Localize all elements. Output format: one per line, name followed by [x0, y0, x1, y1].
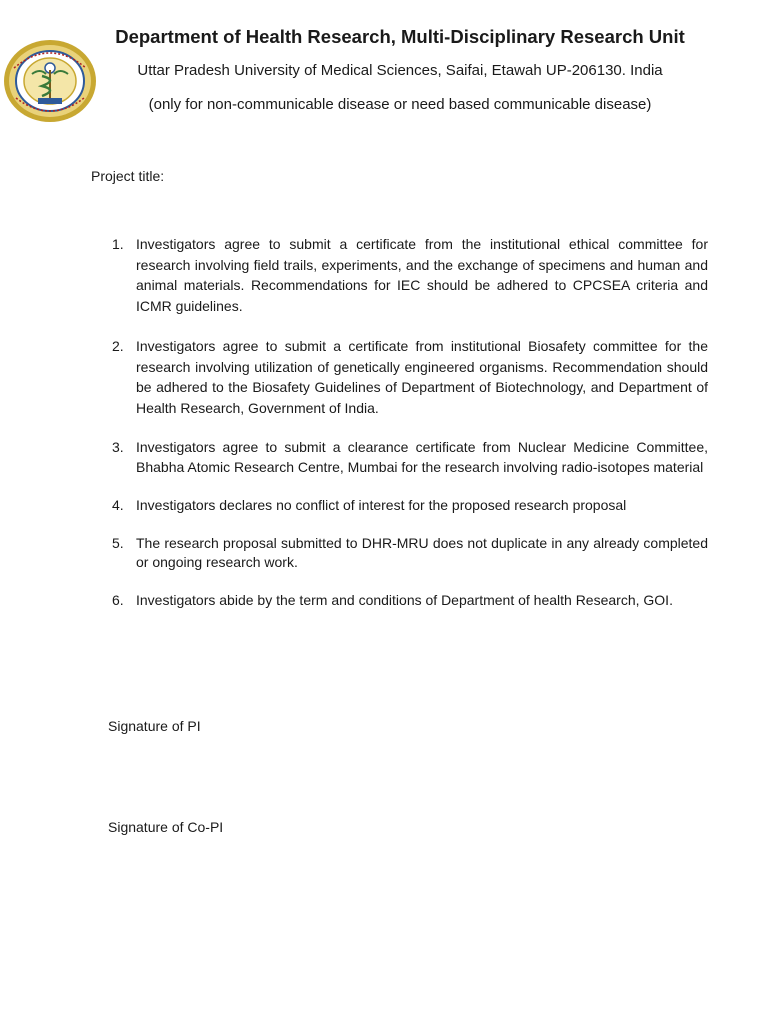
list-item — [108, 438, 708, 477]
item-number: 5. — [112, 534, 124, 551]
list-item — [108, 495, 708, 516]
declaration-list — [108, 234, 708, 610]
project-title-label: Project title: — [91, 168, 165, 184]
signature-pi-label: Signature of PI — [108, 718, 201, 734]
list-item — [108, 534, 708, 573]
university-emblem-icon — [2, 38, 98, 124]
item-number: 6. — [112, 591, 124, 608]
item-text: Investigators declares no conflict of interest for the proposed research proposal — [136, 497, 627, 513]
institution-address: Uttar Pradesh University of Medical Sciences, Saifai, Etawah UP-206130. India — [137, 62, 663, 79]
document-title: Department of Health Research, Multi-Disciplinary Research Unit — [115, 26, 685, 47]
document-header — [100, 22, 700, 115]
list-item — [108, 591, 708, 611]
signature-co-pi-label: Signature of Co-PI — [108, 819, 224, 835]
item-text: Investigators agree to submit a clearance certificate from Nuclear Medicine Committee, Bhabha Atomic Research Centre, Mumbai for the research involving radio-isotopes material — [136, 439, 708, 475]
university-logo — [2, 38, 98, 124]
item-text: Investigators agree to submit a certificate from institutional Biosafety committee for the research involving utilization of genetically engineered organisms. Recommendation should be adhered to the Biosafety Guidelines of Department of Biotechnology, and Department of Health Research, Government of India. — [136, 338, 708, 416]
list-item — [108, 234, 708, 316]
item-text: Investigators agree to submit a certificate from the institutional ethical committee for research involving field trails, experiments, and the exchange of specimens and human and animal materials. Recommendations for IEC should be adhered to CPCSEA criteria and ICMR guidelines. — [136, 236, 708, 314]
item-number: 3. — [112, 439, 124, 455]
item-number: 2. — [112, 338, 124, 354]
item-text: Investigators abide by the term and conditions of Department of health Research, GOI. — [136, 591, 673, 608]
item-text: The research proposal submitted to DHR-MRU does not duplicate in any already completed or ongoing research work. — [136, 534, 708, 570]
item-number: 1. — [112, 236, 124, 252]
list-item — [108, 336, 708, 418]
scope-note: (only for non-communicable disease or need based communicable disease) — [148, 96, 652, 113]
item-number: 4. — [112, 497, 124, 513]
